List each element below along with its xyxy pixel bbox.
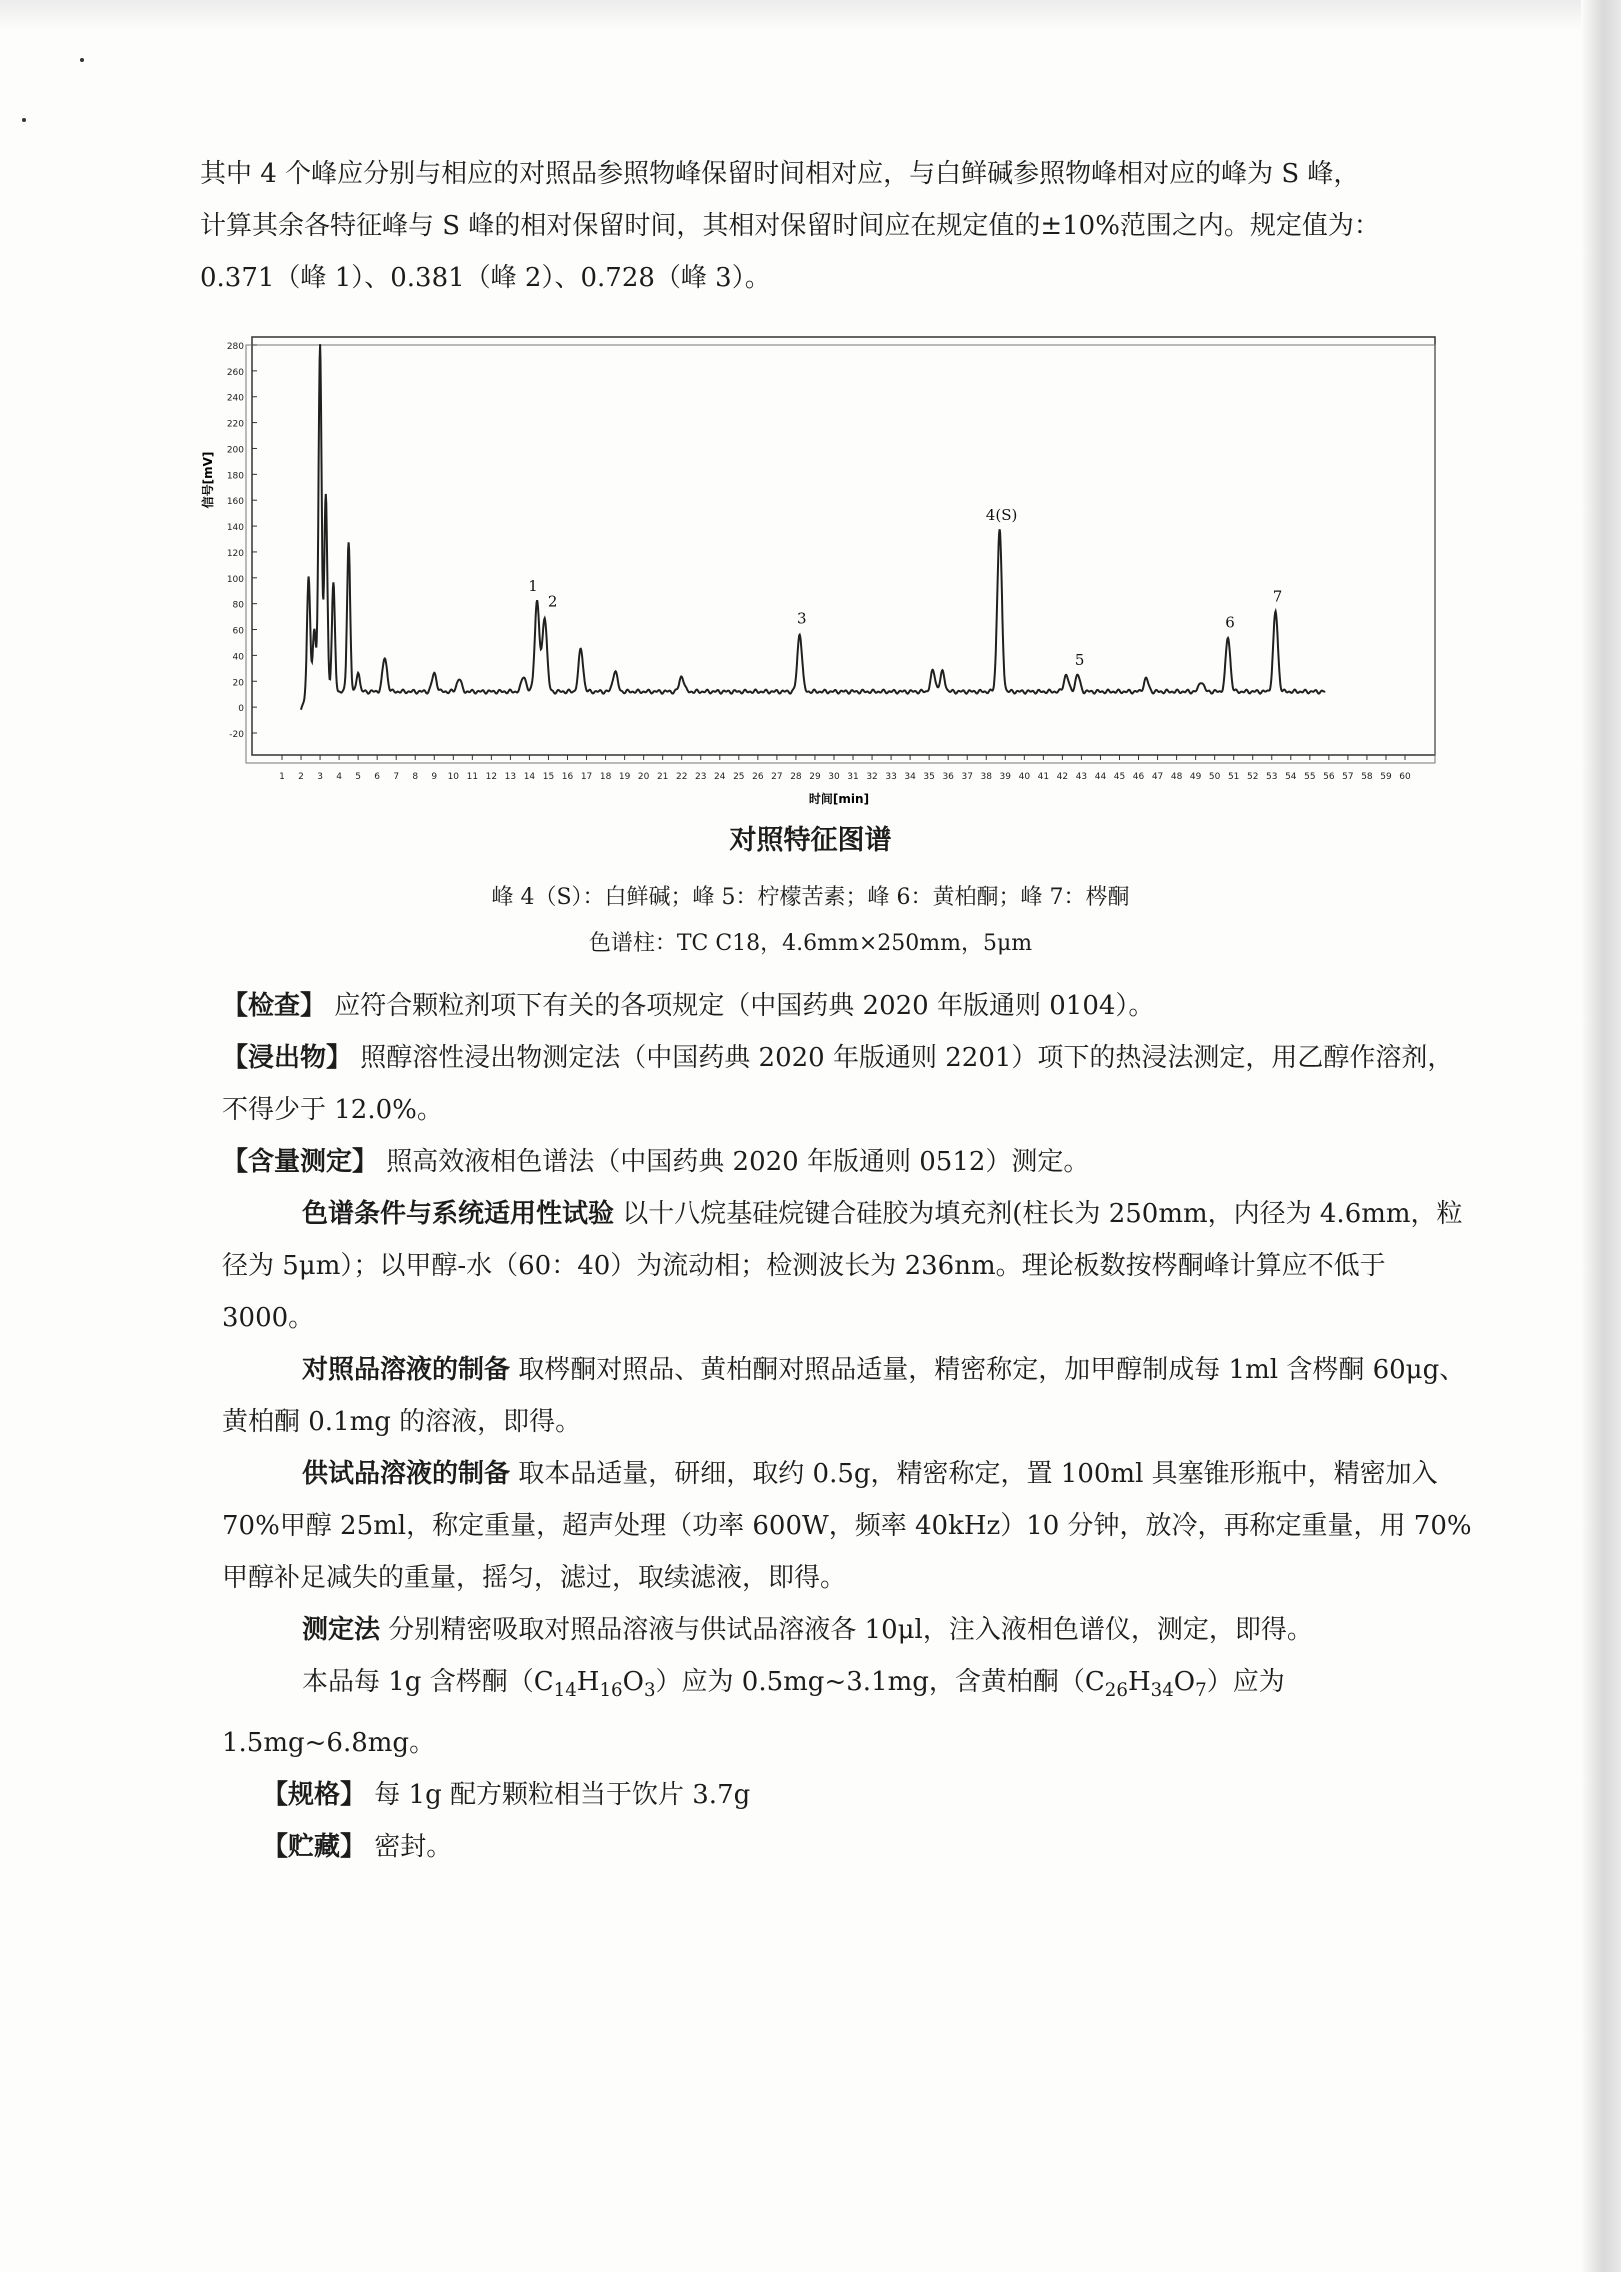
x-tick-label: 43 bbox=[1075, 772, 1088, 782]
x-tick-label: 15 bbox=[542, 772, 555, 782]
x-tick-label: 12 bbox=[485, 772, 498, 782]
spec-text: 每 1g 配方颗粒相当于饮片 3.7g bbox=[374, 1780, 751, 1811]
assay-heading: 【含量测定】 bbox=[222, 1147, 379, 1177]
scan-edge-top bbox=[0, 0, 1621, 30]
x-tick-label: 28 bbox=[790, 772, 802, 782]
spec-section bbox=[222, 1769, 1472, 1821]
extract-section bbox=[222, 1032, 1472, 1136]
formula-sub: 7 bbox=[1195, 1680, 1207, 1702]
chrom-conditions-section bbox=[222, 1188, 1472, 1344]
y-tick-label: 220 bbox=[226, 419, 244, 430]
intro-line-2: 计算其余各特征峰与 S 峰的相对保留时间，其相对保留时间应在规定值的±10%范围之内。规定值为： bbox=[200, 211, 1380, 241]
x-tick-label: 35 bbox=[923, 772, 935, 782]
chart-peaks-note: 峰 4（S）：白鲜碱；峰 5：柠檬苦素；峰 6：黄柏酮；峰 7：梣酮 bbox=[491, 885, 1130, 910]
method-text: 分别精密吸取对照品溶液与供试品溶液各 10μl，注入液相色谱仪，测定，即得。 bbox=[388, 1615, 1313, 1645]
formula-h: H bbox=[576, 1667, 600, 1697]
x-tick-label: 44 bbox=[1094, 772, 1107, 782]
x-tick-label: 49 bbox=[1189, 772, 1202, 782]
x-tick-label: 39 bbox=[999, 772, 1012, 782]
sample-solution-text: 取本品适量，研细，取约 0.5g，精密称定，置 100ml 具塞锥形瓶中，精密加入 70%甲醇 25ml，称定重量，超声处理（功率 600W，频率 40kHz）10 分钟，放冷，再称定重量，用 70%甲醇补足减失的重量，摇匀，滤过，取续滤液，即得。 bbox=[222, 1459, 1472, 1593]
x-tick-label: 30 bbox=[828, 772, 840, 782]
reference-solution-heading: 对照品溶液的制备 bbox=[302, 1355, 511, 1385]
reference-solution-section bbox=[222, 1344, 1472, 1448]
content-limit-line bbox=[222, 1656, 1472, 1769]
x-tick-label: 37 bbox=[961, 772, 973, 782]
storage-text: 密封。 bbox=[374, 1832, 453, 1863]
x-tick-label: 20 bbox=[637, 772, 650, 782]
y-tick-label: 0 bbox=[238, 704, 244, 715]
x-tick-label: 14 bbox=[523, 772, 536, 782]
formula-sub: 16 bbox=[599, 1680, 623, 1702]
x-tick-label: 31 bbox=[847, 772, 859, 782]
x-tick-label: 48 bbox=[1170, 772, 1183, 782]
y-tick-label: 280 bbox=[226, 342, 244, 352]
assay-section bbox=[222, 1136, 1472, 1188]
x-tick-label: 25 bbox=[733, 772, 745, 782]
peak-label-6: 6 bbox=[1225, 613, 1235, 632]
intro-line-1: 其中 4 个峰应分别与相应的对照品参照物峰保留时间相对应，与白鲜碱参照物峰相对应的峰为 S 峰， bbox=[200, 159, 1360, 189]
x-tick-label: 23 bbox=[695, 772, 707, 782]
y-tick-label: -20 bbox=[229, 730, 244, 740]
y-tick-label: 60 bbox=[232, 626, 244, 637]
x-tick-label: 58 bbox=[1361, 772, 1373, 782]
chrom-conditions-text: 以十八烷基硅烷键合硅胶为填充剂(柱长为 250mm，内径为 4.6mm，粒径为 5μm）；以甲醇-水（60：40）为流动相；检测波长为 236nm。理论板数按梣酮峰计算应不低于 3000。 bbox=[222, 1199, 1463, 1333]
y-tick-label: 160 bbox=[226, 497, 244, 508]
spec-heading: 【规格】 bbox=[262, 1780, 367, 1811]
x-tick-label: 18 bbox=[599, 772, 612, 782]
formula-o: O bbox=[622, 1667, 644, 1697]
x-tick-label: 38 bbox=[980, 772, 992, 782]
x-tick-label: 8 bbox=[412, 772, 419, 782]
y-tick-label: 240 bbox=[226, 393, 244, 404]
formula-c: C bbox=[533, 1667, 554, 1697]
peak-label-7: 7 bbox=[1272, 587, 1283, 606]
chromatogram-chart bbox=[190, 325, 1460, 825]
peak-label-4s: 4(S) bbox=[985, 505, 1018, 524]
sample-solution-section bbox=[222, 1448, 1472, 1604]
formula-sub: 34 bbox=[1150, 1680, 1174, 1702]
x-tick-label: 55 bbox=[1304, 772, 1316, 782]
x-tick-label: 29 bbox=[809, 772, 821, 782]
x-tick-label: 40 bbox=[1018, 772, 1031, 782]
x-tick-label: 53 bbox=[1266, 772, 1278, 782]
x-tick-label: 9 bbox=[431, 772, 438, 782]
x-tick-label: 60 bbox=[1399, 772, 1411, 782]
storage-heading: 【贮藏】 bbox=[262, 1832, 367, 1863]
y-axis-label: 信号[mV] bbox=[201, 451, 215, 509]
content-text-c: ）应为 1.5mg~6.8mg。 bbox=[222, 1667, 1285, 1759]
x-tick-label: 42 bbox=[1056, 772, 1069, 782]
y-tick-label: 20 bbox=[232, 678, 244, 689]
x-tick-label: 1 bbox=[279, 772, 285, 782]
x-axis-ticks bbox=[279, 755, 1411, 782]
content-text-b: ）应为 0.5mg~3.1mg，含黄柏酮（ bbox=[655, 1667, 1085, 1697]
plot-shadow-border bbox=[246, 345, 1435, 763]
x-tick-label: 19 bbox=[618, 772, 631, 782]
assay-text: 照高效液相色谱法（中国药典 2020 年版通则 0512）测定。 bbox=[386, 1147, 1090, 1177]
x-tick-label: 47 bbox=[1151, 772, 1164, 782]
peak-label-2: 2 bbox=[547, 592, 558, 611]
y-tick-label: 120 bbox=[226, 548, 244, 559]
x-tick-label: 33 bbox=[885, 772, 897, 782]
chrom-conditions-heading: 色谱条件与系统适用性试验 bbox=[302, 1199, 615, 1229]
scan-speck bbox=[80, 58, 84, 62]
x-tick-label: 27 bbox=[771, 772, 783, 782]
formula-sub: 14 bbox=[553, 1680, 577, 1702]
x-tick-label: 17 bbox=[580, 772, 593, 782]
y-tick-label: 260 bbox=[226, 367, 244, 378]
y-tick-label: 100 bbox=[226, 574, 244, 585]
x-tick-label: 6 bbox=[374, 772, 381, 782]
x-tick-label: 32 bbox=[866, 772, 878, 782]
x-tick-label: 51 bbox=[1227, 772, 1240, 782]
x-tick-label: 26 bbox=[752, 772, 764, 782]
storage-section bbox=[222, 1821, 1472, 1873]
chart-title: 对照特征图谱 bbox=[729, 825, 892, 856]
formula-sub: 3 bbox=[643, 1680, 656, 1702]
method-heading: 测定法 bbox=[302, 1615, 381, 1645]
x-tick-label: 11 bbox=[466, 772, 479, 782]
x-axis-label: 时间[min] bbox=[808, 792, 870, 806]
x-tick-label: 3 bbox=[317, 772, 323, 782]
scan-speck bbox=[22, 118, 26, 122]
check-section bbox=[222, 980, 1472, 1032]
scan-edge-right bbox=[1581, 0, 1621, 2272]
x-tick-label: 52 bbox=[1247, 772, 1259, 782]
reference-solution-text: 取梣酮对照品、黄柏酮对照品适量，精密称定，加甲醇制成每 1ml 含梣酮 60μg、黄柏酮 0.1mg 的溶液，即得。 bbox=[222, 1355, 1466, 1437]
x-tick-label: 21 bbox=[656, 772, 669, 782]
x-tick-label: 10 bbox=[447, 772, 460, 782]
peak-label-3: 3 bbox=[796, 609, 807, 628]
x-tick-label: 2 bbox=[298, 772, 304, 782]
formula-h: H bbox=[1127, 1667, 1151, 1697]
intro-line-3: 0.371（峰 1）、0.381（峰 2）、0.728（峰 3）。 bbox=[200, 263, 771, 293]
check-text: 应符合颗粒剂项下有关的各项规定（中国药典 2020 年版通则 0104）。 bbox=[334, 991, 1155, 1021]
x-tick-label: 24 bbox=[714, 772, 726, 782]
body-sections bbox=[222, 980, 1472, 1873]
x-tick-label: 5 bbox=[355, 772, 362, 782]
y-tick-label: 200 bbox=[226, 445, 244, 456]
x-tick-label: 22 bbox=[675, 772, 688, 782]
y-tick-label: 40 bbox=[232, 652, 244, 663]
x-tick-label: 57 bbox=[1342, 772, 1354, 782]
x-tick-label: 36 bbox=[942, 772, 954, 782]
x-tick-label: 50 bbox=[1208, 772, 1221, 782]
x-tick-label: 13 bbox=[504, 772, 517, 782]
y-tick-label: 140 bbox=[226, 523, 244, 534]
peak-labels bbox=[528, 506, 1282, 669]
peak-label-1: 1 bbox=[528, 577, 538, 596]
formula-sub: 26 bbox=[1104, 1680, 1128, 1702]
x-tick-label: 59 bbox=[1380, 772, 1392, 782]
x-tick-label: 16 bbox=[561, 772, 574, 782]
peak-label-5: 5 bbox=[1074, 650, 1085, 669]
formula-c: C bbox=[1084, 1667, 1105, 1697]
x-tick-label: 41 bbox=[1037, 772, 1050, 782]
x-tick-label: 4 bbox=[336, 772, 342, 782]
formula-o: O bbox=[1173, 1667, 1196, 1697]
x-tick-label: 7 bbox=[393, 772, 400, 782]
x-tick-label: 54 bbox=[1285, 772, 1297, 782]
y-tick-label: 80 bbox=[232, 600, 244, 611]
check-heading: 【检查】 bbox=[222, 991, 327, 1021]
chart-column-note: 色谱柱：TC C18，4.6mm×250mm，5μm bbox=[588, 931, 1033, 956]
method-section bbox=[222, 1604, 1472, 1656]
content-text-a: 本品每 1g 含梣酮（ bbox=[302, 1667, 534, 1697]
chart-frame bbox=[246, 337, 1435, 763]
intro-paragraph bbox=[200, 148, 1475, 304]
extract-text: 照醇溶性浸出物测定法（中国药典 2020 年版通则 2201）项下的热浸法测定，用乙醇作溶剂，不得少于 12.0%。 bbox=[222, 1043, 1454, 1125]
x-tick-label: 45 bbox=[1113, 772, 1126, 782]
x-tick-label: 56 bbox=[1323, 772, 1335, 782]
x-tick-label: 46 bbox=[1132, 772, 1145, 782]
sample-solution-heading: 供试品溶液的制备 bbox=[302, 1459, 511, 1489]
y-tick-label: 180 bbox=[226, 471, 244, 482]
x-tick-label: 34 bbox=[904, 772, 916, 782]
chromatogram-trace bbox=[301, 344, 1325, 710]
extract-heading: 【浸出物】 bbox=[222, 1043, 353, 1073]
